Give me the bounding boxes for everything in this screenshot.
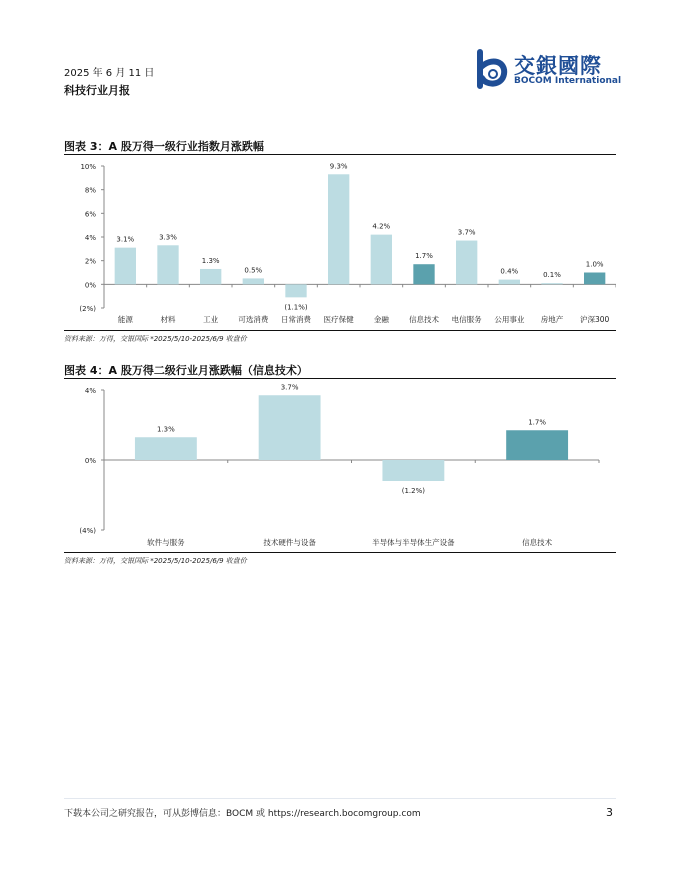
data-label: 3.7% [280, 383, 299, 392]
y-tick-label: (4%) [79, 527, 96, 535]
figure4-title: 图表 4：A 股万得二级行业月涨跌幅（信息技术） [64, 364, 308, 377]
figure4-source: 资料来源：万得，交银国际 *2025/5/10-2025/6/9 收盘价 [64, 557, 247, 565]
data-label: 1.3% [156, 425, 175, 434]
logo-chinese-name: 交銀國際 [514, 54, 602, 78]
y-tick-label: 0% [84, 281, 96, 290]
figure3-chart [64, 156, 616, 328]
data-label: 3.7% [457, 228, 476, 237]
bar [541, 283, 562, 284]
data-label: 1.3% [201, 256, 220, 265]
page-number: 3 [606, 806, 613, 819]
data-label: 9.3% [329, 162, 348, 171]
data-label: 1.7% [415, 252, 433, 261]
figure3-top-rule [64, 154, 616, 155]
bar [584, 273, 605, 285]
bar [259, 395, 321, 460]
category-label: 可选消费 [238, 315, 269, 324]
figure3-bottom-rule [64, 330, 616, 331]
figure3-source: 资料来源：万得，交银国际 *2025/5/10-2025/6/9 收盘价 [64, 335, 247, 343]
bar [115, 248, 136, 285]
category-label: 工业 [203, 315, 219, 324]
bar [382, 460, 444, 481]
category-label: 电信服务 [451, 315, 482, 324]
data-label: 1.0% [585, 260, 604, 269]
category-label: 公用事业 [494, 315, 525, 324]
category-label: 软件与服务 [147, 538, 185, 547]
data-label: 0.5% [244, 266, 263, 275]
data-label: 3.1% [116, 235, 135, 244]
data-label: 3.3% [159, 233, 177, 242]
category-label: 医疗保健 [323, 315, 354, 324]
y-tick-label: 6% [84, 210, 96, 219]
bar [456, 241, 477, 285]
figure4-bottom-rule [64, 552, 616, 553]
y-tick-label: (2%) [79, 305, 96, 313]
data-label: (1.1%) [284, 303, 308, 312]
bar [413, 264, 434, 284]
category-label: 能源 [117, 315, 133, 324]
bar [243, 278, 264, 284]
category-label: 信息技术 [522, 538, 553, 547]
bar [157, 245, 178, 284]
figure4-chart [64, 380, 616, 550]
y-tick-label: 0% [84, 457, 96, 465]
bar [328, 174, 349, 284]
y-tick-label: 4% [84, 234, 96, 242]
data-label: 0.4% [500, 267, 519, 276]
footer-text: 下载本公司之研究报告，可从彭博信息：BOCM 或 https://research.bocomgroup.com [64, 809, 421, 819]
bar [499, 280, 520, 285]
category-label: 房地产 [540, 315, 564, 324]
bar [506, 430, 568, 460]
y-tick-label: 8% [84, 186, 96, 195]
data-label: (1.2%) [401, 487, 425, 495]
category-label: 技术硬件与设备 [263, 538, 316, 547]
y-tick-label: 10% [80, 163, 96, 171]
logo-english-name: BOCOM International [514, 76, 622, 86]
category-label: 沪深300 [580, 315, 610, 324]
report-title: 科技行业月报 [64, 84, 130, 97]
category-label: 材料 [160, 315, 176, 324]
bar [135, 437, 197, 460]
category-label: 金融 [373, 315, 389, 324]
figure4-top-rule [64, 378, 616, 379]
data-label: 1.7% [528, 418, 547, 427]
bocom-logo-icon [474, 48, 512, 90]
y-tick-label: 4% [84, 387, 96, 395]
category-label: 信息技术 [409, 315, 439, 324]
report-date: 2025 年 6 月 11 日 [64, 68, 155, 79]
category-label: 日常消费 [281, 315, 311, 324]
bar [285, 284, 306, 297]
data-label: 0.1% [543, 271, 561, 280]
data-label: 4.2% [372, 222, 391, 231]
footer-rule [64, 798, 616, 799]
figure3-title: 图表 3：A 股万得一级行业指数月涨跌幅 [64, 140, 264, 153]
bar [200, 269, 221, 284]
y-tick-label: 2% [84, 257, 96, 266]
bar [371, 235, 392, 285]
category-label: 半导体与半导体生产设备 [372, 538, 455, 547]
